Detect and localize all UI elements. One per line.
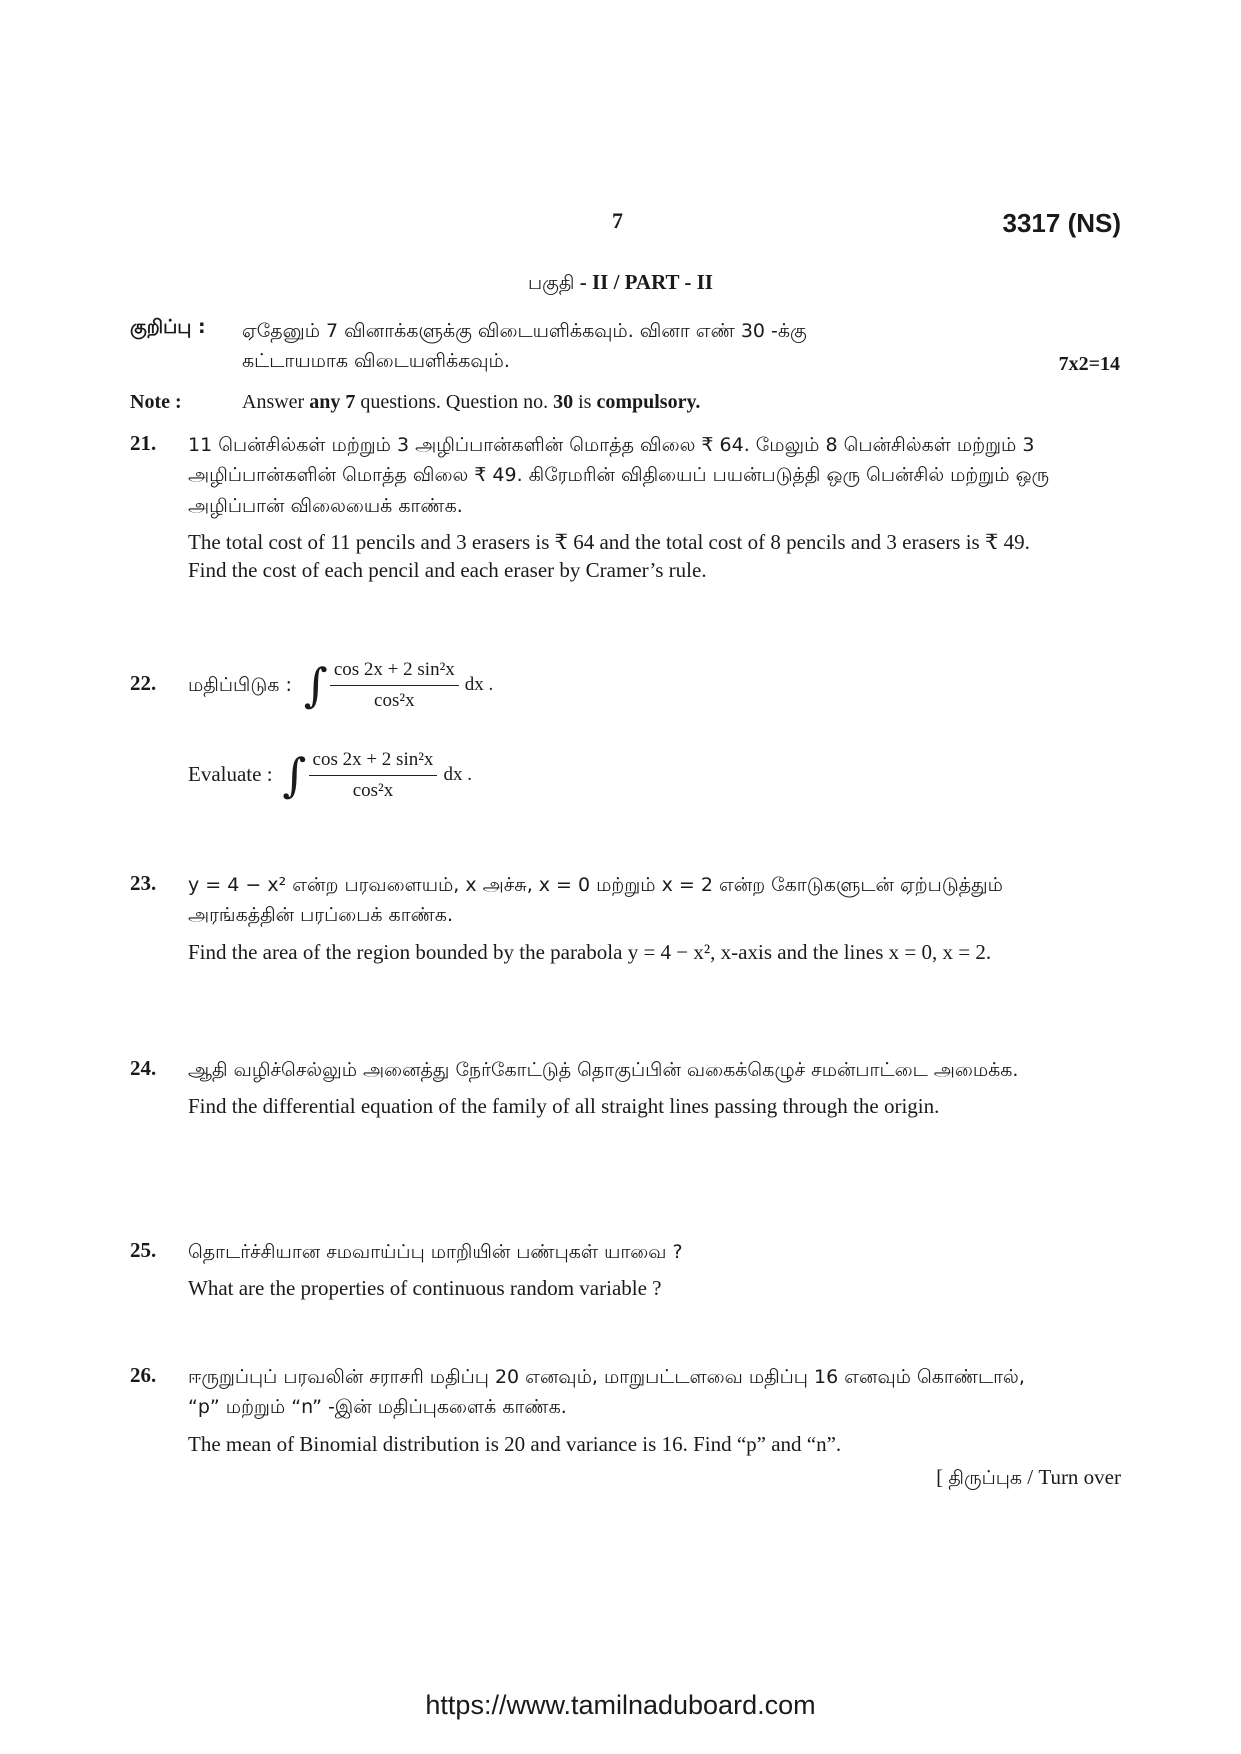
turn-over-english: / Turn over	[1022, 1465, 1121, 1489]
question-number: 23.	[130, 871, 157, 895]
question-number: 26.	[130, 1363, 157, 1387]
differential: dx .	[464, 674, 494, 696]
integral-expression	[283, 747, 472, 802]
note-tamil-label: குறிப்பு :	[130, 316, 206, 338]
question-text-tamil: ஈருறுப்புப் பரவலின் சராசரி மதிப்பு 20 எனவும், மாறுபட்டளவை மதிப்பு 16 எனவும் கொண்டால், “p” மற்றும் “n” -இன் மதிப்புகளைக் காண்க.	[188, 1366, 1025, 1419]
question-label-english: Evaluate :	[188, 762, 273, 787]
instructions	[130, 316, 1120, 414]
question-text-english: The total cost of 11 pencils and 3 erasers is ₹ 64 and the total cost of 8 pencils and 3 erasers is ₹ 49. Find the cost of each pencil and each eraser by Cramer’s rule.	[188, 530, 1030, 582]
fraction	[330, 657, 459, 712]
integral-expression	[304, 657, 493, 712]
marks-allocation: 7x2=14	[1058, 353, 1120, 375]
question-21	[130, 430, 1060, 593]
note-tamil	[130, 316, 1120, 377]
turn-over-tamil: திருப்புக	[948, 1467, 1023, 1489]
paper-code: 3317 (NS)	[1002, 208, 1121, 238]
fraction	[309, 747, 438, 802]
question-text-english: What are the properties of continuous random variable ?	[188, 1276, 662, 1301]
differential: dx .	[443, 764, 472, 786]
part-heading-english: - II / PART - II	[574, 270, 713, 294]
question-number: 21.	[130, 431, 157, 455]
denominator: cos²x	[374, 689, 415, 711]
question-25	[130, 1237, 1060, 1311]
page-number: 7	[612, 208, 623, 233]
question-26	[130, 1362, 1060, 1467]
note-english	[130, 391, 1120, 414]
question-number: 25.	[130, 1238, 157, 1262]
numerator: cos 2x + 2 sin²x	[309, 747, 438, 775]
question-text-english: Find the area of the region bounded by the parabola y = 4 − x², x-axis and the lines x = 0, x = 2.	[188, 939, 992, 964]
question-text-english: Find the differential equation of the family of all straight lines passing through the origin.	[188, 1094, 940, 1119]
question-text-tamil: ஆதி வழிச்செல்லும் அனைத்து நேர்கோட்டுத் தொகுப்பின் வகைக்கெழுச் சமன்பாட்டை அமைக்க.	[188, 1059, 1019, 1081]
turn-over-note: [ திருப்புக / Turn over	[936, 1465, 1121, 1489]
integral-sign: ∫	[282, 748, 307, 802]
question-text-tamil: தொடர்ச்சியான சமவாய்ப்பு மாறியின் பண்புகள் யாவை ?	[188, 1241, 683, 1263]
numerator: cos 2x + 2 sin²x	[330, 657, 459, 685]
question-text-tamil: 11 பென்சில்கள் மற்றும் 3 அழிப்பான்களின் மொத்த விலை ₹ 64. மேலும் 8 பென்சில்கள் மற்றும் 3 அழிப்பான்களின் மொத்த விலை ₹ 49. கிரேமரின் விதியைப் பயன்படுத்தி ஒரு பென்சில் மற்றும் ஒரு அழிப்பான் விலையைக் காண்க.	[188, 434, 1050, 517]
question-24	[130, 1055, 1060, 1129]
denominator: cos²x	[352, 779, 394, 801]
question-text-tamil: y = 4 − x² என்ற பரவளையம், x அச்சு, x = 0 மற்றும் x = 2 என்ற கோடுகளுடன் ஏற்படுத்தும் அரங்கத்தின் பரப்பைக் காண்க.	[188, 874, 1003, 927]
integral-tamil	[188, 660, 1060, 710]
footer-url[interactable]: https://www.tamilnaduboard.com	[425, 1690, 816, 1720]
part-heading-tamil: பகுதி	[528, 272, 575, 294]
question-number: 22.	[130, 671, 157, 695]
question-23	[130, 870, 1060, 975]
note-english-label: Note :	[130, 390, 182, 413]
note-tamil-line1: ஏதேனும் 7 வினாக்களுக்கு விடையளிக்கவும். வினா எண் 30 -க்கு	[242, 320, 807, 342]
note-tamil-line2: கட்டாயமாக விடையளிக்கவும்.	[242, 350, 510, 373]
question-number: 24.	[130, 1056, 157, 1080]
integral-sign: ∫	[303, 658, 328, 712]
integral-english	[188, 750, 1060, 800]
question-text-english: The mean of Binomial distribution is 20 and variance is 16. Find “p” and “n”.	[188, 1431, 842, 1456]
question-label-tamil: மதிப்பிடுக :	[188, 673, 292, 696]
part-heading	[0, 270, 1241, 297]
note-english-text: Answer any 7 questions. Question no. 30 is compulsory.	[242, 390, 701, 413]
question-22	[130, 660, 1060, 800]
